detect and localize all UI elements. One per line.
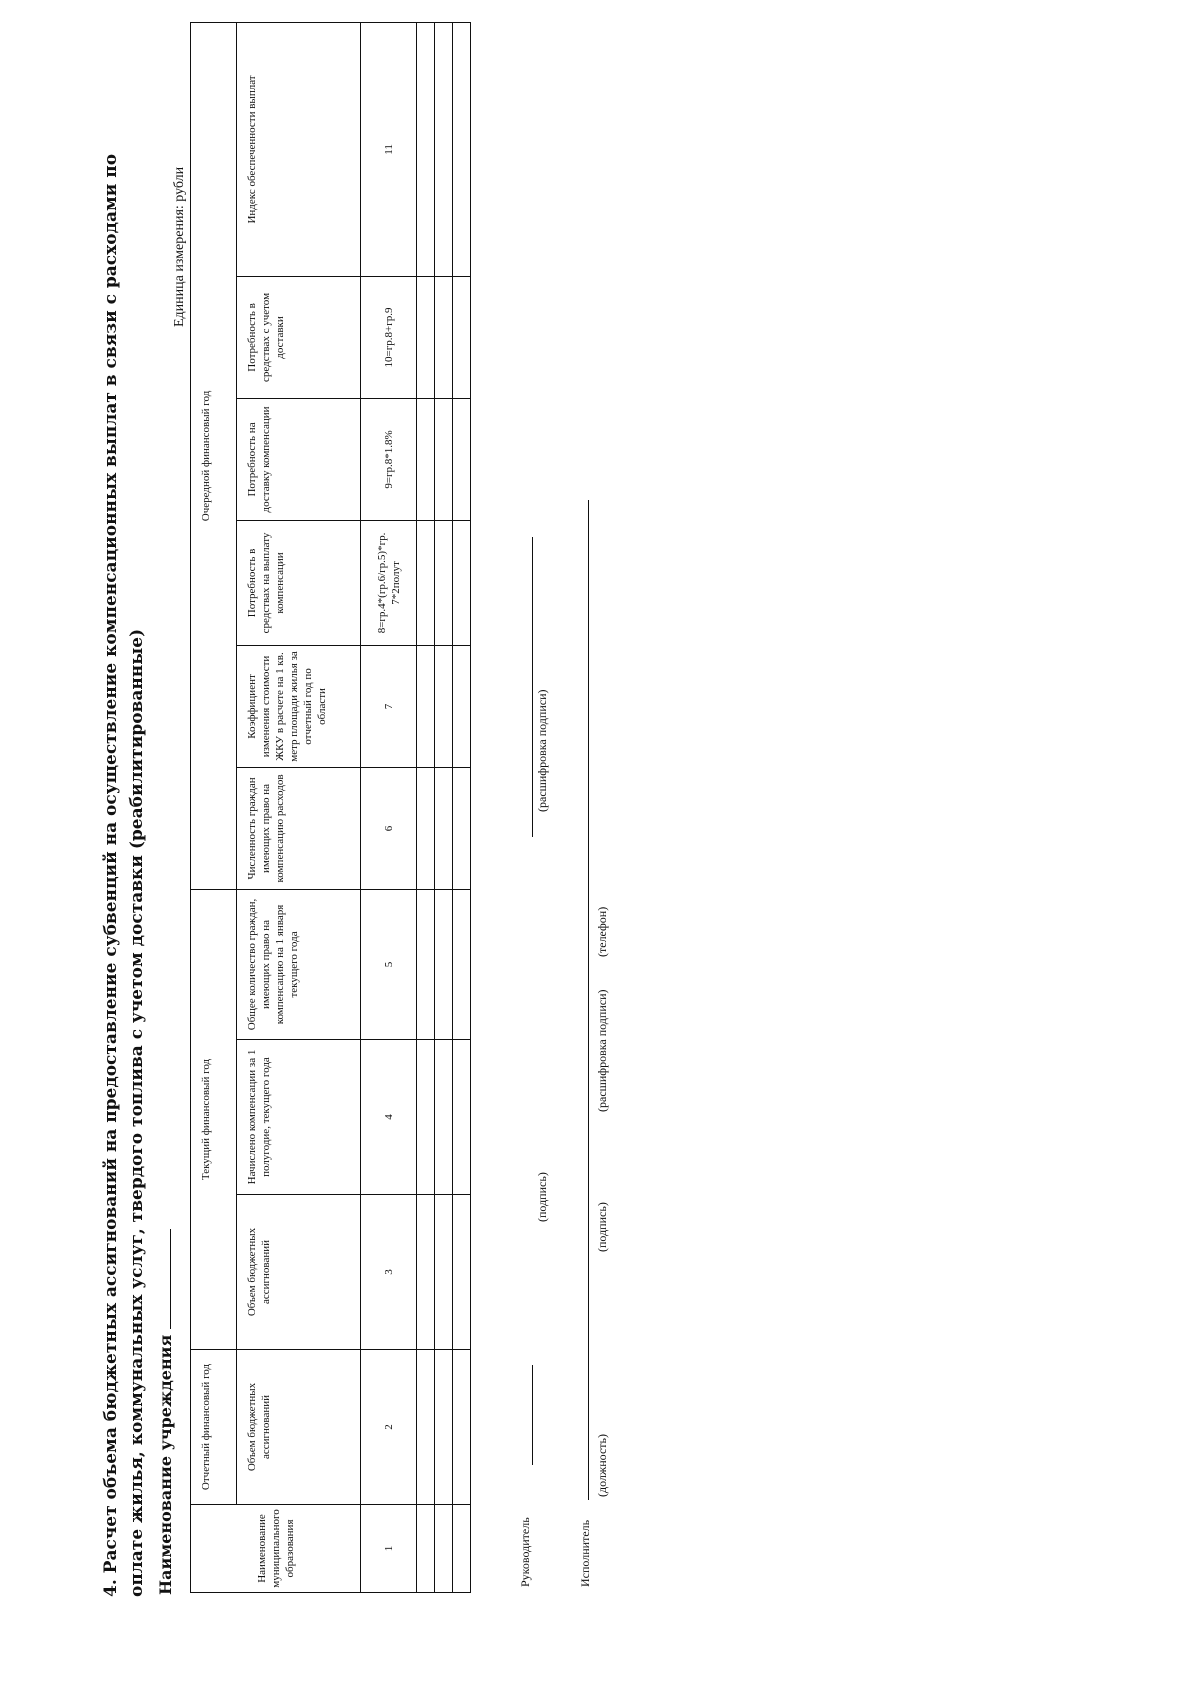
institution-label: Наименование учреждения [156,1334,175,1595]
header-col-11: Индекс обеспеченности выплат [237,22,361,276]
head-signature-caption: (подпись) [535,1172,549,1222]
col-number-1: 1 [361,1505,417,1593]
institution-name-field [156,1229,175,1595]
col-number-4: 4 [361,1040,417,1195]
header-col-10: Потребность в средствах с учетом доставки [237,276,361,398]
institution-blank-line [156,1229,171,1329]
unit-of-measure: Единица измерения: рубли [172,166,187,327]
col-number-6: 6 [361,767,417,889]
header-municipality: Наименование муниципального образования [191,1505,361,1593]
col-number-9: 9=гр.8*1.8% [361,398,417,520]
table-header-row [237,22,361,1592]
head-label: Руководитель [518,1517,532,1587]
header-col-4: Начислено компенсации за 1 полугодие, текущего года [237,1040,361,1195]
col-number-10: 10=гр.8+гр.9 [361,276,417,398]
head-signature-line [532,1365,533,1465]
table-header-group-row [191,22,237,1592]
header-col-9: Потребность на доставку компенсации [237,398,361,520]
executor-decode-caption: (расшифровка подписи) [595,989,609,1112]
header-group-next-year: Очередной финансовый год [191,22,237,889]
executor-phone-caption: (телефон) [595,906,609,957]
head-decode-caption: (расшифровка подписи) [535,689,549,812]
executor-position-caption: (должность) [595,1434,609,1497]
col-number-2: 2 [361,1350,417,1505]
header-col-2: Объем бюджетных ассигнований [237,1350,361,1505]
header-group-reporting-year: Отчетный финансовый год [191,1350,237,1505]
col-number-11: 11 [361,22,417,276]
header-col-8: Потребность в средствах на выплату компенсации [237,520,361,645]
budget-calculation-table [190,22,471,1593]
header-col-6: Численность граждан имеющих право на компенсацию расходов [237,767,361,889]
col-number-8: 8=гр.4*(гр.6/гр.5)*гр. 7*2полут [361,520,417,645]
col-number-7: 7 [361,645,417,767]
document-title: 4. Расчет объема бюджетных ассигнований на предоставление субвенций на осуществление компенсационных выплат в связи с расходами по оплате жилья, коммунальных услуг, твердого топлива с учетом доставки (реабилитированные) [101,153,147,1597]
col-number-3: 3 [361,1195,417,1350]
table-row [435,22,453,1592]
col-number-5: 5 [361,889,417,1039]
table-row [453,22,471,1592]
column-number-row [361,22,417,1592]
header-group-current-year: Текущий финансовый год [191,889,237,1349]
head-decode-line [532,537,533,837]
table-row [417,22,435,1592]
header-col-5: Общее количество граждан, имеющих право на компенсацию на 1 января текущего года [237,889,361,1039]
executor-signature-caption: (подпись) [595,1202,609,1252]
executor-label: Исполнитель [578,1519,592,1587]
executor-signature-line [588,500,589,1500]
header-col-3: Объем бюджетных ассигнований [237,1195,361,1350]
header-col-7: Коэффициент изменения стоимости ЖКУ в расчете на 1 кв. метр площади жилья за отчетный год по области [237,645,361,767]
